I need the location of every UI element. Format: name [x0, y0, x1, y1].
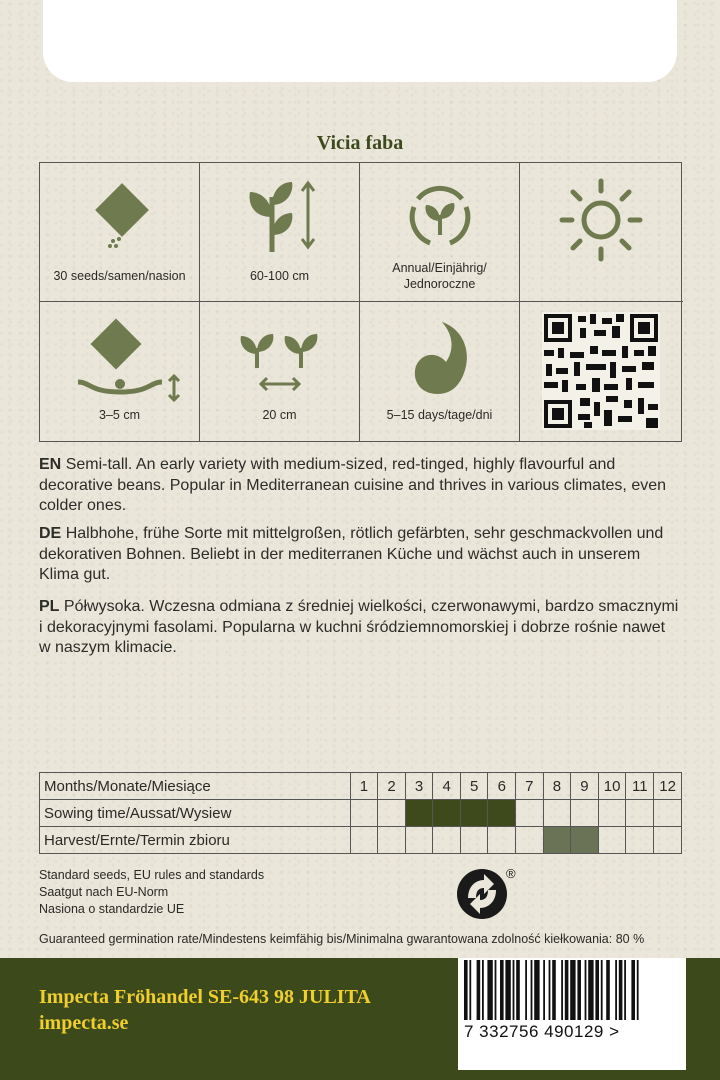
description-en — [39, 455, 681, 517]
sowing-row — [40, 800, 682, 827]
barcode-bar — [549, 960, 551, 1020]
barcode-bar — [513, 960, 515, 1020]
barcode-bar — [477, 960, 481, 1020]
barcode-bar — [570, 960, 575, 1020]
harvest-month-10 — [598, 827, 626, 854]
seed-packet-icon — [85, 183, 155, 253]
months-header: Months/Monate/Miesiące — [40, 773, 351, 800]
company-address: Impecta Fröhandel SE-643 98 JULITA — [39, 986, 371, 1008]
depth-label: 3–5 cm — [99, 408, 140, 422]
seed-count-label: 30 seeds/samen/nasion — [53, 269, 186, 283]
sowing-month-12 — [654, 800, 682, 827]
germination-label: 5–15 days/tage/dni — [386, 408, 493, 422]
description-de-text: Halbhohe, frühe Sorte mit mittelgroßen, rötlich gefärbten, sehr geschmackvollen und dekorativen Bohnen. Beliebt in der mediterranen Küche und wächst auch in unserem Klima gut. — [39, 525, 664, 583]
sowing-month-9 — [571, 800, 599, 827]
barcode-bar — [615, 960, 617, 1020]
barcode-number: 7 332756 490129 > — [464, 1022, 620, 1041]
harvest-month-1 — [350, 827, 378, 854]
description-de — [39, 524, 681, 586]
month-cell: 10 — [598, 773, 626, 800]
barcode-bar — [588, 960, 593, 1020]
lang-code-en: EN — [39, 456, 62, 473]
standards-line-3: Nasiona o standardzie UE — [39, 902, 185, 916]
harvest-row — [40, 827, 682, 854]
barcode-bar — [552, 960, 556, 1020]
sowing-month-1 — [350, 800, 378, 827]
barcode-bar — [631, 960, 635, 1020]
barcode-bar — [606, 960, 610, 1020]
qr-cell — [520, 302, 683, 441]
harvest-month-9 — [571, 827, 599, 854]
harvest-month-2 — [378, 827, 406, 854]
harvest-month-6 — [488, 827, 516, 854]
month-cell: 6 — [488, 773, 516, 800]
barcode-bars — [464, 960, 680, 1020]
spacing-label: 20 cm — [262, 408, 297, 422]
green-dot-recycling-icon — [454, 864, 524, 924]
harvest-month-7 — [516, 827, 544, 854]
sowing-month-7 — [516, 800, 544, 827]
height-label: 60-100 cm — [249, 269, 310, 283]
lang-code-pl: PL — [39, 598, 60, 615]
annual-label-line2: Jednoroczne — [403, 277, 476, 291]
barcode-bar — [577, 960, 581, 1020]
month-cell: 3 — [405, 773, 433, 800]
sowing-label: Sowing time/Aussat/Wysiew — [40, 800, 351, 827]
month-cell: 4 — [433, 773, 461, 800]
barcode-bar — [464, 960, 468, 1020]
barcode-bar — [534, 960, 539, 1020]
month-cell: 9 — [571, 773, 599, 800]
barcode-bar — [624, 960, 626, 1020]
sowing-month-6 — [488, 800, 516, 827]
barcode-bar — [516, 960, 520, 1020]
barcode-bar — [482, 960, 484, 1020]
germination-rate: Guaranteed germination rate/Mindestens keimfähig bis/Minimalna gwarantowana zdolność kiełkowania: 80 % — [39, 932, 645, 946]
hang-hole-cutout — [43, 0, 677, 82]
height-cell — [200, 163, 360, 302]
depth-cell — [40, 302, 200, 441]
species-title: Vicia faba — [316, 132, 404, 154]
barcode-bar — [543, 960, 545, 1020]
seed-count-cell — [40, 163, 200, 302]
sowing-month-8 — [543, 800, 571, 827]
barcode-bar — [531, 960, 533, 1020]
description-en-text: Semi-tall. An early variety with medium-sized, red-tinged, highly flavourful and decorative beans. Popular in Mediterranean cuisine and thrives in various climates, even colder ones. — [39, 456, 667, 514]
sowing-depth-icon — [70, 316, 180, 406]
harvest-month-12 — [654, 827, 682, 854]
barcode-bar — [601, 960, 603, 1020]
sowing-month-3 — [405, 800, 433, 827]
barcode-bar — [565, 960, 569, 1020]
month-cell: 2 — [378, 773, 406, 800]
harvest-label: Harvest/Ernte/Termin zbioru — [40, 827, 351, 854]
barcode-bar — [525, 960, 527, 1020]
harvest-month-11 — [626, 827, 654, 854]
standards-line-2: Saatgut nach EU-Norm — [39, 885, 169, 899]
harvest-month-8 — [543, 827, 571, 854]
sowing-month-2 — [378, 800, 406, 827]
sowing-month-10 — [598, 800, 626, 827]
month-cell: 5 — [460, 773, 488, 800]
barcode-bar — [595, 960, 599, 1020]
lang-code-de: DE — [39, 525, 62, 542]
sun-cell — [520, 163, 683, 302]
barcode-bar — [585, 960, 587, 1020]
sowing-month-4 — [433, 800, 461, 827]
description-pl-text: Półwysoka. Wczesna odmiana z średniej wielkości, czerwonawymi, bardzo smacznymi i dekoracyjnymi fasolami. Popularna w kuchni śródziemnomorskiej i dobrze rośnie nawet w naszym klimacie. — [39, 598, 679, 656]
annual-label-line1: Annual/Einjährig/ — [392, 261, 487, 275]
harvest-month-4 — [433, 827, 461, 854]
month-cell: 1 — [350, 773, 378, 800]
month-cell: 8 — [543, 773, 571, 800]
sowing-month-11 — [626, 800, 654, 827]
plant-spacing-icon — [235, 324, 325, 394]
description-pl — [39, 597, 681, 659]
annual-cycle-icon — [400, 177, 480, 257]
annual-cell — [360, 163, 520, 302]
germination-cell — [360, 302, 520, 441]
month-cell: 11 — [626, 773, 654, 800]
months-row — [40, 773, 682, 800]
qr-code-icon[interactable] — [542, 312, 660, 430]
harvest-month-3 — [405, 827, 433, 854]
barcode-bar — [469, 960, 471, 1020]
barcode-bar — [500, 960, 504, 1020]
standards-line-1: Standard seeds, EU rules and standards — [39, 868, 265, 882]
spacing-cell — [200, 302, 360, 441]
barcode-bar — [495, 960, 497, 1020]
full-sun-icon — [556, 175, 646, 265]
sowing-month-5 — [460, 800, 488, 827]
barcode-bar — [637, 960, 639, 1020]
barcode — [458, 958, 686, 1070]
harvest-month-5 — [460, 827, 488, 854]
barcode-bar — [561, 960, 563, 1020]
barcode-bar — [619, 960, 623, 1020]
icon-grid — [39, 162, 682, 442]
month-cell: 12 — [654, 773, 682, 800]
website-link[interactable]: impecta.se — [39, 1012, 129, 1034]
plant-height-icon — [242, 177, 322, 257]
registered-mark: ® — [506, 866, 516, 881]
month-cell: 7 — [516, 773, 544, 800]
sprouting-seed-icon — [408, 316, 478, 396]
barcode-bar — [487, 960, 492, 1020]
barcode-bar — [505, 960, 510, 1020]
seed-standards — [39, 867, 264, 918]
planting-calendar — [39, 772, 682, 854]
